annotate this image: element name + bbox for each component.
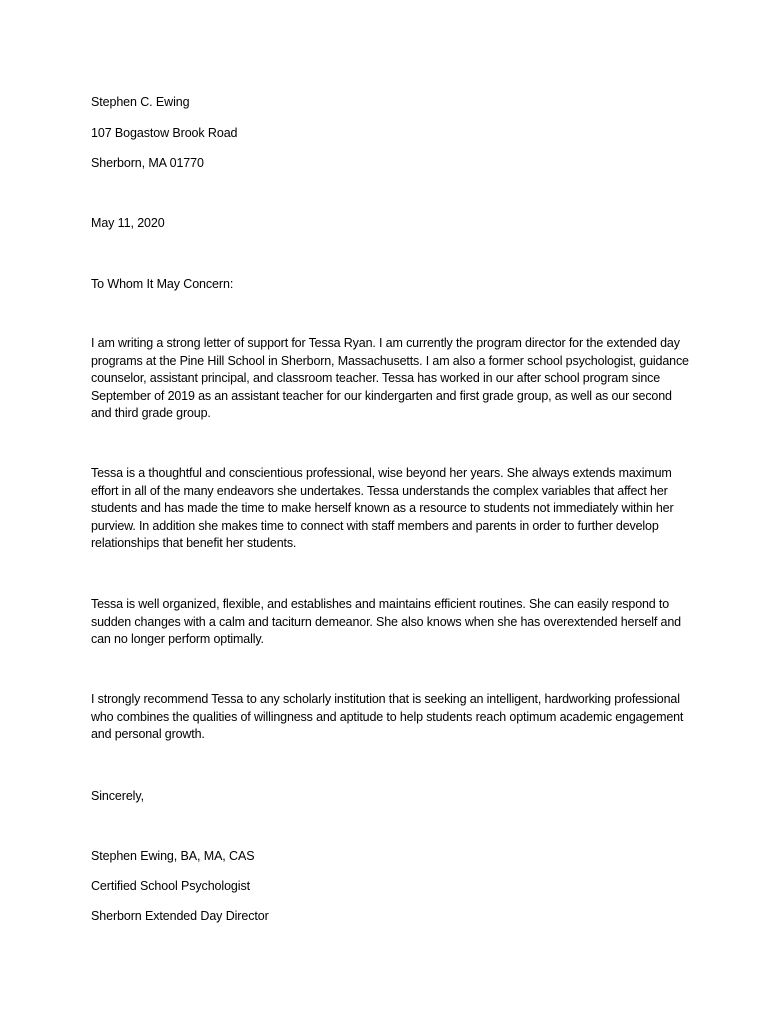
letter-date: May 11, 2020 — [91, 216, 165, 230]
signature-title-2: Sherborn Extended Day Director — [91, 909, 269, 923]
sender-city-state-zip: Sherborn, MA 01770 — [91, 156, 204, 170]
body-paragraph-2: Tessa is a thoughtful and conscientious professional, wise beyond her years. She always extends maximum effort in all of the many endeavors she undertakes. Tessa understands the complex variables that affect her students and has made the time to make herself known as a resource to students not immediately within her purview. In addition she makes time to connect with staff members and parents in order to further develop relationships that benefit her students. — [91, 466, 674, 551]
sender-street: 107 Bogastow Brook Road — [91, 126, 238, 140]
body-paragraph-1: I am writing a strong letter of support for Tessa Ryan. I am currently the program director for the extended day programs at the Pine Hill School in Sherborn, Massachusetts. I am also a former school psychologist, guidance counselor, assistant principal, and classroom teacher. Tessa has worked in our after school program since September of 2019 as an assistant teacher for our kindergarten and first grade group, as well as our second and third grade group. — [91, 336, 689, 421]
body-paragraph-3: Tessa is well organized, flexible, and establishes and maintains efficient routines. She can easily respond to sudden changes with a calm and taciturn demeanor. She also knows when she has overextended herself and can no longer perform optimally. — [91, 597, 681, 647]
salutation: To Whom It May Concern: — [91, 277, 234, 291]
signature-name: Stephen Ewing, BA, MA, CAS — [91, 849, 255, 863]
sender-name: Stephen C. Ewing — [91, 95, 190, 109]
closing: Sincerely, — [91, 789, 144, 803]
body-paragraph-4: I strongly recommend Tessa to any scholarly institution that is seeking an intelligent, hardworking professional who combines the qualities of willingness and aptitude to help students reach optimum academic engagement and personal growth. — [91, 692, 684, 742]
signature-title-1: Certified School Psychologist — [91, 879, 250, 893]
